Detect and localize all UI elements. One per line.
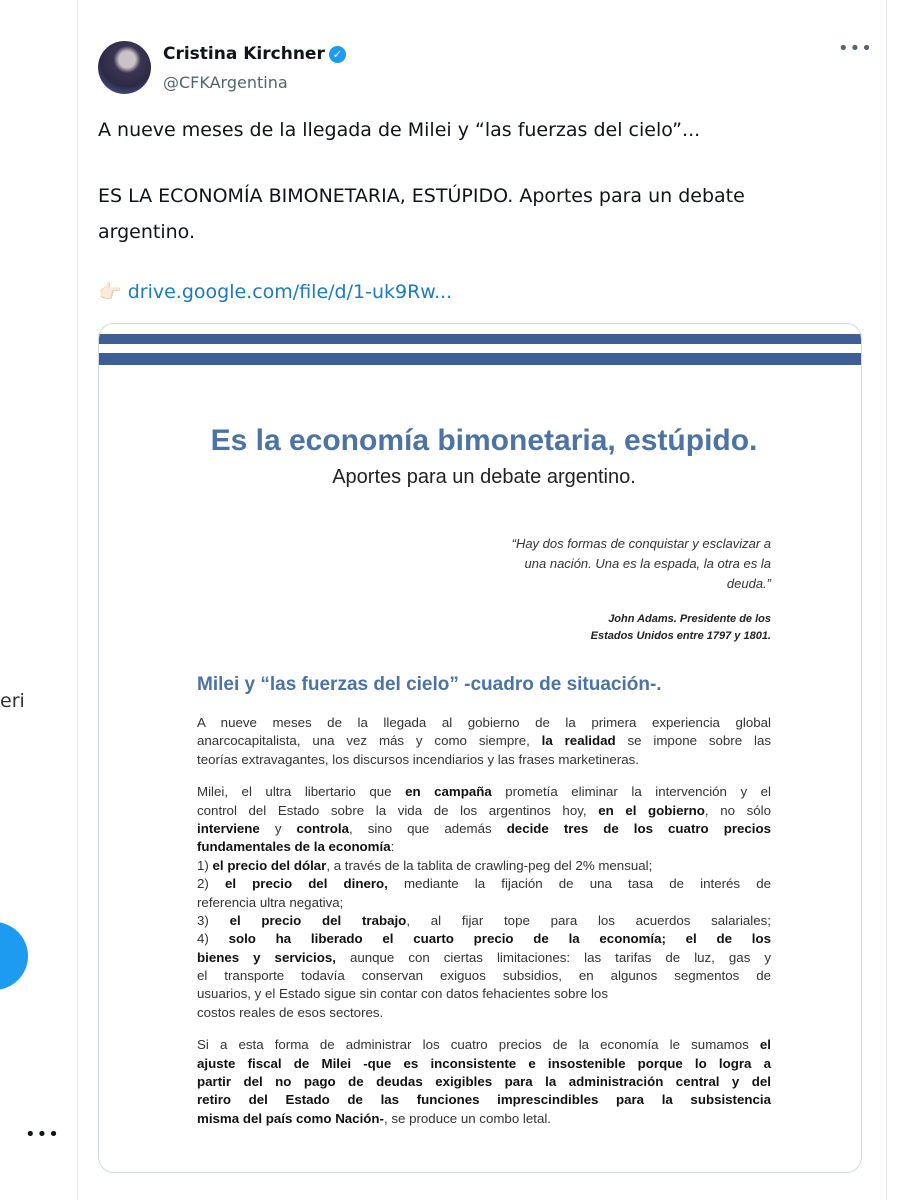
document-line: [197, 1036, 771, 1054]
tweet-text-line1: A nueve meses de la llegada de Milei y “las fuerzas del cielo”...: [98, 119, 701, 141]
bold-text: en campaña: [405, 784, 492, 800]
document-line: [197, 1110, 771, 1128]
text: control del Estado sobre la vida de los argentinos hoy,: [197, 802, 599, 818]
document-paragraph: [197, 714, 771, 769]
text: teorías extravagantes, los discursos incendiarios y las frases marketineras.: [197, 751, 639, 767]
quote-attribution: [591, 611, 771, 645]
document-quote: “Hay dos formas de conquistar y esclavizar a una nación. Una es la espada, la otra es la deuda.”: [511, 536, 771, 591]
document-line: [197, 894, 771, 912]
bold-text: solo ha liberado el cuarto precio de la economía; el de los: [228, 931, 771, 947]
header-stripe-top: [99, 334, 861, 344]
pointing-hand-icon: 👉🏻: [98, 281, 122, 303]
text: prometía eliminar la intervención y el: [491, 784, 771, 800]
tweet-link[interactable]: [98, 280, 452, 303]
bold-text: ajuste fiscal de Milei -que es inconsistente e insostenible porque lo logra a: [197, 1055, 771, 1071]
document-line: [197, 985, 771, 1003]
verified-badge-icon: ✓: [329, 46, 346, 63]
document-line: [197, 751, 771, 769]
attribution-line: John Adams. Presidente de los: [608, 613, 771, 625]
bold-text: bienes y servicios,: [197, 949, 336, 965]
bold-text: interviene: [197, 820, 260, 836]
author-handle[interactable]: @CFKArgentina: [163, 73, 288, 92]
document-line: [197, 820, 771, 838]
text: A nueve meses de la llegada al gobierno de la primera experiencia global: [197, 715, 771, 730]
text: 4): [197, 931, 229, 947]
document-line: [197, 912, 771, 930]
text: Si a esta forma de administrar los cuatro precios de la economía le sumamos: [197, 1037, 760, 1053]
bold-text: partir del no pago de deudas exigibles para la administración central y del: [197, 1074, 771, 1090]
text: y: [259, 820, 297, 836]
author-name[interactable]: [163, 44, 346, 64]
text: 3): [197, 912, 230, 928]
document-title: Es la economía bimonetaria, estúpido.: [210, 424, 758, 457]
avatar[interactable]: [98, 41, 151, 94]
text: se impone sobre las: [615, 733, 771, 749]
document-subtitle: Aportes para un debate argentino.: [332, 466, 636, 488]
text: Milei, el ultra libertario que: [197, 784, 406, 800]
bold-text: decide tres de los cuatro precios: [506, 820, 771, 836]
tweet-text-line2: ES LA ECONOMÍA BIMONETARIA, ESTÚPIDO. Aportes para un debate argentino.: [98, 185, 745, 243]
document-line: [197, 1055, 771, 1073]
post-button[interactable]: [0, 922, 28, 990]
bold-text: el precio del trabajo: [229, 912, 407, 928]
document-heading: Milei y “las fuerzas del cielo” -cuadro de situación-.: [197, 674, 662, 695]
document-line: [197, 1073, 771, 1091]
text: , no sólo: [704, 802, 771, 818]
document-image[interactable]: [98, 323, 862, 1173]
document-line: [197, 714, 771, 732]
sidebar-text-fragment: eri: [0, 690, 25, 712]
document-line: [197, 1004, 771, 1022]
document-line: [197, 783, 771, 801]
bold-text: la realidad: [541, 733, 616, 749]
text: aunque con ciertas limitaciones: las tarifas de luz, gas y: [335, 949, 772, 965]
header-stripe-bottom: [99, 353, 861, 365]
bold-text: el precio del dólar: [212, 857, 327, 873]
document-line: [197, 875, 771, 893]
bold-text: misma del país como Nación-: [197, 1110, 384, 1126]
document-line: [197, 838, 771, 856]
bold-text: fundamentales de la economía: [197, 839, 391, 855]
author-name-text: Cristina Kirchner: [163, 44, 325, 64]
text: , al fijar tope para los acuerdos salariales;: [406, 912, 771, 928]
bold-text: el: [759, 1037, 771, 1053]
link-text: drive.google.com/file/d/1-uk9Rw...: [127, 281, 453, 303]
text: 2): [197, 876, 225, 892]
text: , se produce un combo letal.: [383, 1110, 552, 1126]
document-body: [197, 714, 771, 1142]
document-line: [197, 802, 771, 820]
document-line: [197, 857, 771, 875]
document-paragraph: [197, 1036, 771, 1128]
text: mediante la fijación de una tasa de interés de: [387, 876, 771, 892]
bold-text: retiro del Estado de las funciones imprescindibles para la subsistencia: [197, 1092, 771, 1108]
account-more-button[interactable]: •••: [25, 1124, 60, 1145]
text: :: [390, 839, 395, 855]
more-options-button[interactable]: •••: [838, 38, 873, 59]
document-line: [197, 949, 771, 967]
text: , a través de la tablita de crawling-peg del 2% mensual;: [326, 857, 653, 873]
text: anarcocapitalista, una vez más y como siempre,: [197, 733, 542, 749]
document-line: [197, 732, 771, 750]
attribution-line: Estados Unidos entre 1797 y 1801.: [590, 630, 771, 642]
text: usuarios, y el Estado sigue sin contar con datos fehacientes sobre los: [197, 986, 608, 1002]
bold-text: el precio del dinero,: [224, 876, 388, 892]
text: 1): [197, 857, 213, 873]
bold-text: controla: [296, 820, 349, 836]
document-paragraph: [197, 783, 771, 1022]
document-line: [197, 967, 771, 985]
text: el transporte todavía conservan exiguos subsidios, en algunos segmentos de: [197, 968, 771, 984]
bold-text: en el gobierno: [598, 802, 705, 818]
document-line: [197, 1091, 771, 1109]
document-line: [197, 930, 771, 948]
text: costos reales de esos sectores.: [197, 1004, 384, 1020]
text: referencia ultra negativa;: [197, 894, 344, 910]
text: , sino que además: [349, 820, 507, 836]
